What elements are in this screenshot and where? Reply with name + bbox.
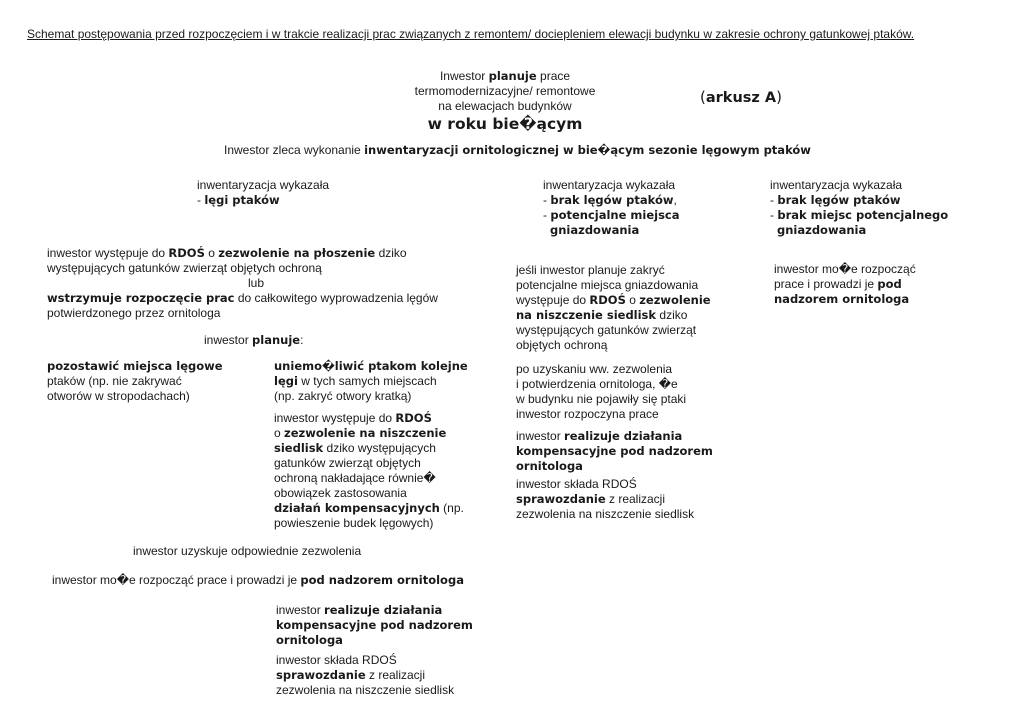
obtains-permits: inwestor uzyskuje odpowiednie zezwolenia	[133, 544, 362, 558]
investor-plans-box: Inwestor planuje prace termomodernizacyjne/ remontowe na elewacjach budynków w roku bie�ącym	[414, 69, 596, 133]
prevent-nesting: uniemo�liwić ptakom kolejne lęgi w tych samych miejscach (np. zakryć otwory kratką)	[274, 359, 468, 403]
commission-inventory: Inwestor zleca wykonanie inwentaryzacji ornitologicznej w bie�ącym sezonie lęgowym ptaków	[224, 143, 811, 157]
after-permit-start: po uzyskaniu ww. zezwolenia i potwierdzenia ornitologa, �e w budynku nie pojawiły się ptaki inwestor rozpoczyna prace	[516, 362, 687, 421]
habitat-destruction-permit: inwestor występuje do RDOŚ o zezwolenie na niszczenie siedlisk dziko występujących gatunków zwierząt objętych ochroną nakładające równie� obowiązek zastosowania działań kompensacyjnych (np. powieszenie budek lęgowych)	[274, 411, 464, 530]
scare-permit-or-halt: inwestor występuje do RDOŚ o zezwolenie na płoszenie dziko występujących gatunków zwierząt objętych ochroną lub wstrzymuje rozpoczęcie prac do całkowitego wyprowadzenia lęgów potwierdzonego przez ornitologa	[47, 246, 438, 320]
leave-nesting-sites: pozostawić miejsca lęgowe ptaków (np. nie zakrywać otworów w stropodachach)	[47, 359, 223, 403]
investor-plans-label: inwestor planuje:	[204, 333, 304, 347]
report-left: inwestor składa RDOŚ sprawozdanie z realizacji zezwolenia na niszczenie siedlisk	[276, 653, 455, 697]
sheet-label: (arkusz A)	[700, 88, 782, 106]
page-title: Schemat postępowania przed rozpoczęciem i w trakcie realizacji prac związanych z remontem/ dociepleniem elewacji budynku w zakresie ochrony gatunkowej ptaków.	[27, 27, 915, 41]
cover-sites-permit: jeśli inwestor planuje zakryć potencjalne miejsca gniazdowania występuje do RDOŚ o zezwolenie na niszczenie siedlisk dziko występujących gatunków zwierząt objętych ochroną	[516, 263, 711, 352]
may-start-right: inwestor mo�e rozpocząć prace i prowadzi je pod nadzorem ornitologa	[774, 262, 916, 306]
compensation-left: inwestor realizuje działania kompensacyjne pod nadzorem ornitologa	[276, 603, 473, 647]
compensation-middle: inwestor realizuje działania kompensacyjne pod nadzorem ornitologa	[516, 429, 713, 473]
inventory-result-nesting: inwentaryzacja wykazała - lęgi ptaków	[197, 178, 330, 207]
inventory-result-potential-sites: inwentaryzacja wykazała - brak lęgów ptaków, - potencjalne miejsca gniazdowania	[543, 178, 680, 237]
report-middle: inwestor składa RDOŚ sprawozdanie z realizacji zezwolenia na niszczenie siedlisk	[516, 477, 695, 521]
may-start-supervised: inwestor mo�e rozpocząć prace i prowadzi je pod nadzorem ornitologa	[52, 573, 464, 587]
inventory-result-no-sites: inwentaryzacja wykazała - brak lęgów ptaków - brak miejsc potencjalnego gniazdowania	[770, 178, 949, 237]
